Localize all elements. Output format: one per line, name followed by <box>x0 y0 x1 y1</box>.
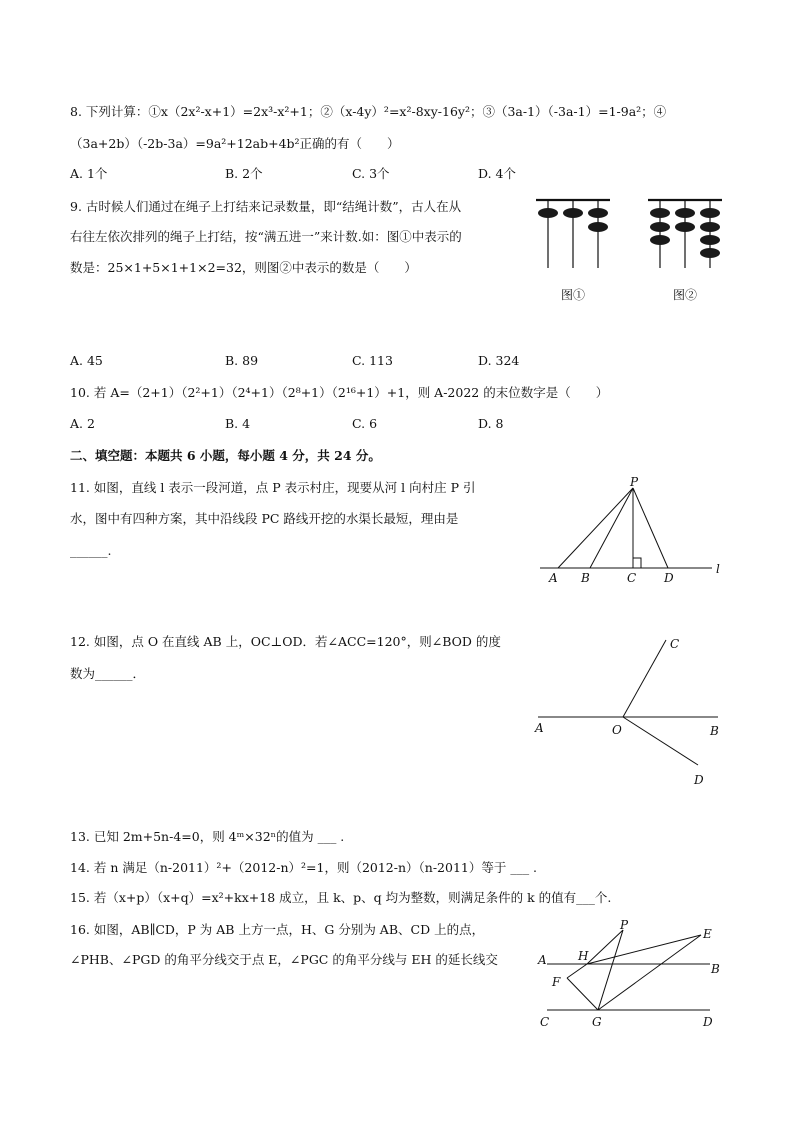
fig2-caption: 图② <box>673 288 698 302</box>
q10-option-c: C. 6 <box>352 416 378 431</box>
q8-option-c: C. 3个 <box>352 166 390 181</box>
q11-line2: 水，图中有四种方案，其中沿线段 PC 路线开挖的水渠长最短，理由是 <box>70 511 459 526</box>
parallel-figure <box>535 918 725 1036</box>
q9-option-b: B. 89 <box>225 353 259 368</box>
label-l: l <box>716 562 720 576</box>
fig1-caption: 图① <box>561 288 586 302</box>
section2-title: 二、填空题：本题共 6 小题，每小题 4 分，共 24 分。 <box>70 448 381 463</box>
knot-figure-2 <box>648 200 722 302</box>
label-b: B <box>581 571 590 585</box>
q9-option-a: A. 45 <box>70 353 103 368</box>
q16-line2: ∠PHB、∠PGD 的角平分线交于点 E，∠PGC 的角平分线与 EH 的延长线交 <box>70 952 498 967</box>
label-c: C <box>627 571 637 585</box>
knot-figure-1 <box>536 200 610 302</box>
label-d: D <box>703 1015 713 1029</box>
q10-option-b: B. 4 <box>225 416 251 431</box>
q9-line1: 9. 古时候人们通过在绳子上打结来记录数量，即“结绳计数”，古人在从 <box>70 199 462 214</box>
q9-option-d: D. 324 <box>478 353 520 368</box>
angle-figure <box>530 630 730 790</box>
q10-option-d: D. 8 <box>478 416 504 431</box>
q10-line1: 10. 若 A=（2+1）（2²+1）（2⁴+1）（2⁸+1）（2¹⁶+1）+1，则 A-2022 的末位数字是（ ） <box>70 385 609 400</box>
label-p: P <box>630 476 639 489</box>
q8-option-b: B. 2个 <box>225 166 263 181</box>
label-c: C <box>670 637 680 651</box>
q8-line2: （3a+2b）（-2b-3a）=9a²+12ab+4b²正确的有（ ） <box>70 136 400 151</box>
q13-line1: 13. 已知 2m+5n-4=0，则 4ᵐ×32ⁿ的值为 ___ . <box>70 829 345 844</box>
q8-option-a: A. 1个 <box>70 166 108 181</box>
q12-line1: 12. 如图，点 O 在直线 AB 上，OC⊥OD．若∠ACC=120°，则∠BOD 的度 <box>70 634 501 649</box>
q14-line1: 14. 若 n 满足（n-2011）²+（2012-n）²=1，则（2012-n）（n-2011）等于 ___ . <box>70 860 538 875</box>
q10-option-a: A. 2 <box>70 416 95 431</box>
river-figure <box>540 476 730 588</box>
q15-line1: 15. 若（x+p）（x+q）=x²+kx+18 成立，且 k、p、q 均为整数，则满足条件的 k 的值有___个. <box>70 890 612 905</box>
q8-option-d: D. 4个 <box>478 166 516 181</box>
label-d: D <box>664 571 674 585</box>
label-o: O <box>612 723 622 737</box>
q9-option-c: C. 113 <box>352 353 393 368</box>
q11-line1: 11. 如图，直线 l 表示一段河道，点 P 表示村庄，现要从河 l 向村庄 P 引 <box>70 480 476 495</box>
label-f: F <box>552 975 561 989</box>
label-e: E <box>703 927 712 941</box>
q16-line1: 16. 如图，AB∥CD，P 为 AB 上方一点，H、G 分别为 AB、CD 上的点， <box>70 922 485 937</box>
q12-line2: 数为______． <box>70 666 146 681</box>
label-a: A <box>538 953 547 967</box>
label-b: B <box>711 962 720 976</box>
label-d: D <box>694 773 704 787</box>
q9-line3: 数是：25×1+5×1+1×2=32，则图②中表示的数是（ ） <box>70 260 417 275</box>
label-g: G <box>592 1015 602 1029</box>
q11-line3: ______. <box>70 543 112 558</box>
q9-line2: 右往左依次排列的绳子上打结，按“满五进一”来计数.如：图①中表示的 <box>70 229 462 244</box>
knot-figure <box>530 190 730 310</box>
label-b: B <box>710 724 719 738</box>
label-a: A <box>549 571 558 585</box>
label-c: C <box>540 1015 550 1029</box>
label-p: P <box>620 918 629 932</box>
label-h: H <box>578 949 589 963</box>
q8-line1: 8. 下列计算：①x（2x²-x+1）=2x³-x²+1；②（x-4y）²=x²-8xy-16y²；③（3a-1）（-3a-1）=1-9a²；④ <box>70 104 667 119</box>
label-a: A <box>535 721 544 735</box>
